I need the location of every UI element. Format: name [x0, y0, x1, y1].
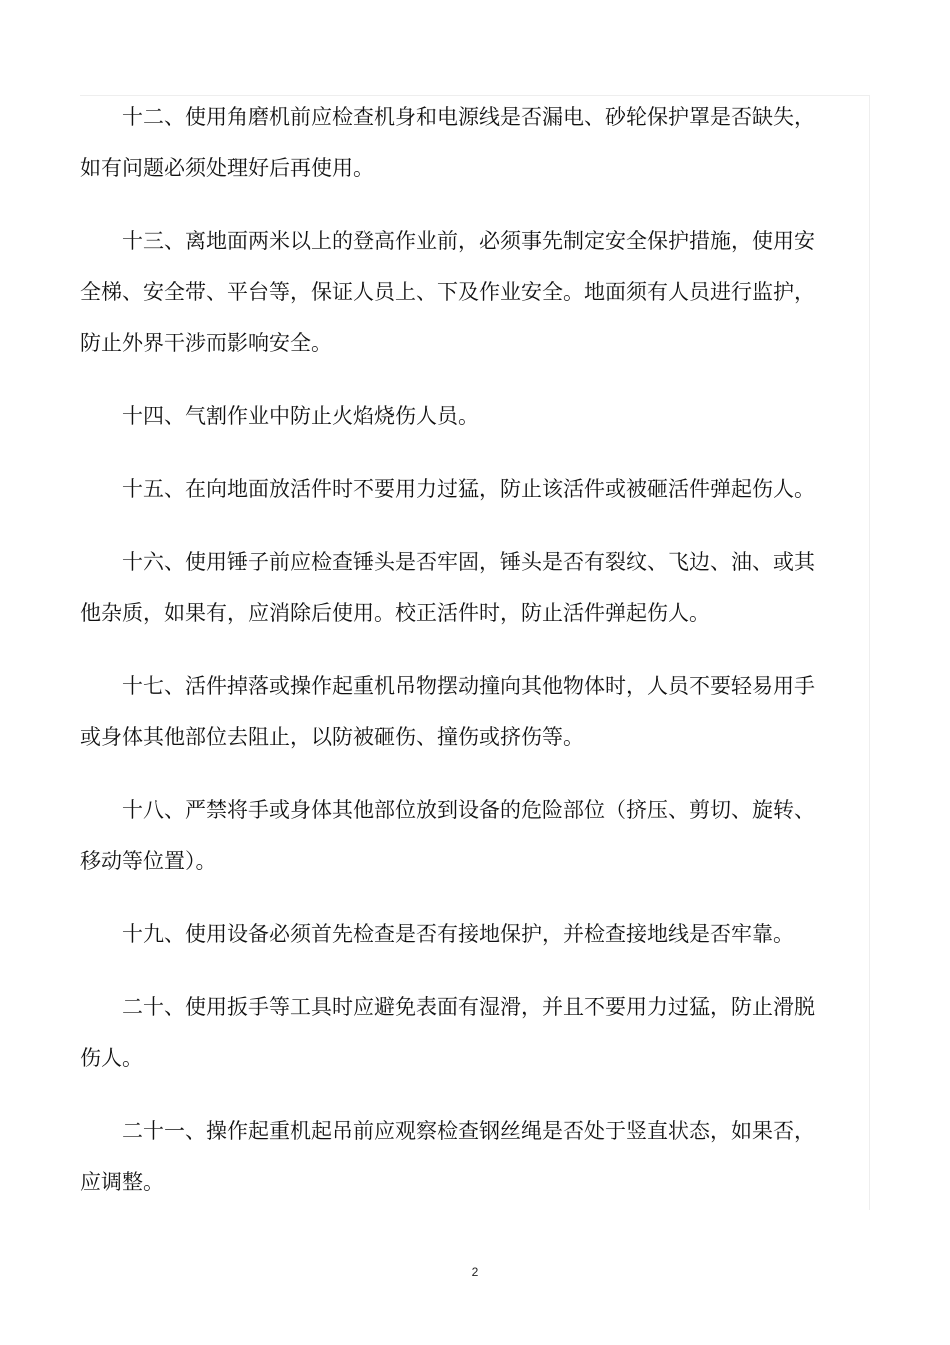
paragraph-16: 十六、使用锤子前应检查锤头是否牢固，锤头是否有裂纹、飞边、油、或其他杂质，如果有，应消除后使用。校正活件时，防止活件弹起伤人。: [80, 550, 815, 625]
paragraph-14: 十四、气割作业中防止火焰烧伤人员。: [122, 404, 479, 428]
paragraph-18: 十八、严禁将手或身体其他部位放到设备的危险部位（挤压、剪切、旋转、移动等位置）。: [80, 798, 815, 873]
paragraph-13: 十三、离地面两米以上的登高作业前，必须事先制定安全保护措施，使用安全梯、安全带、平台等，保证人员上、下及作业安全。地面须有人员进行监护，防止外界干涉而影响安全。: [80, 229, 815, 355]
paragraph-19: 十九、使用设备必须首先检查是否有接地保护，并检查接地线是否牢靠。: [122, 922, 794, 946]
page-number: 2: [471, 1265, 479, 1279]
page-border-right: [869, 95, 870, 1210]
paragraph-20: 二十、使用扳手等工具时应避免表面有湿滑，并且不要用力过猛，防止滑脱伤人。: [80, 995, 815, 1070]
paragraph-15: 十五、在向地面放活件时不要用力过猛，防止该活件或被砸活件弹起伤人。: [122, 477, 815, 501]
document-body: [80, 92, 815, 1230]
paragraph-12: 十二、使用角磨机前应检查机身和电源线是否漏电、砂轮保护罩是否缺失，如有问题必须处理好后再使用。: [80, 105, 815, 180]
paragraph-17: 十七、活件掉落或操作起重机吊物摆动撞向其他物体时，人员不要轻易用手或身体其他部位去阻止，以防被砸伤、撞伤或挤伤等。: [80, 674, 815, 749]
paragraph-21: 二十一、操作起重机起吊前应观察检查钢丝绳是否处于竖直状态，如果否，应调整。: [80, 1119, 815, 1194]
